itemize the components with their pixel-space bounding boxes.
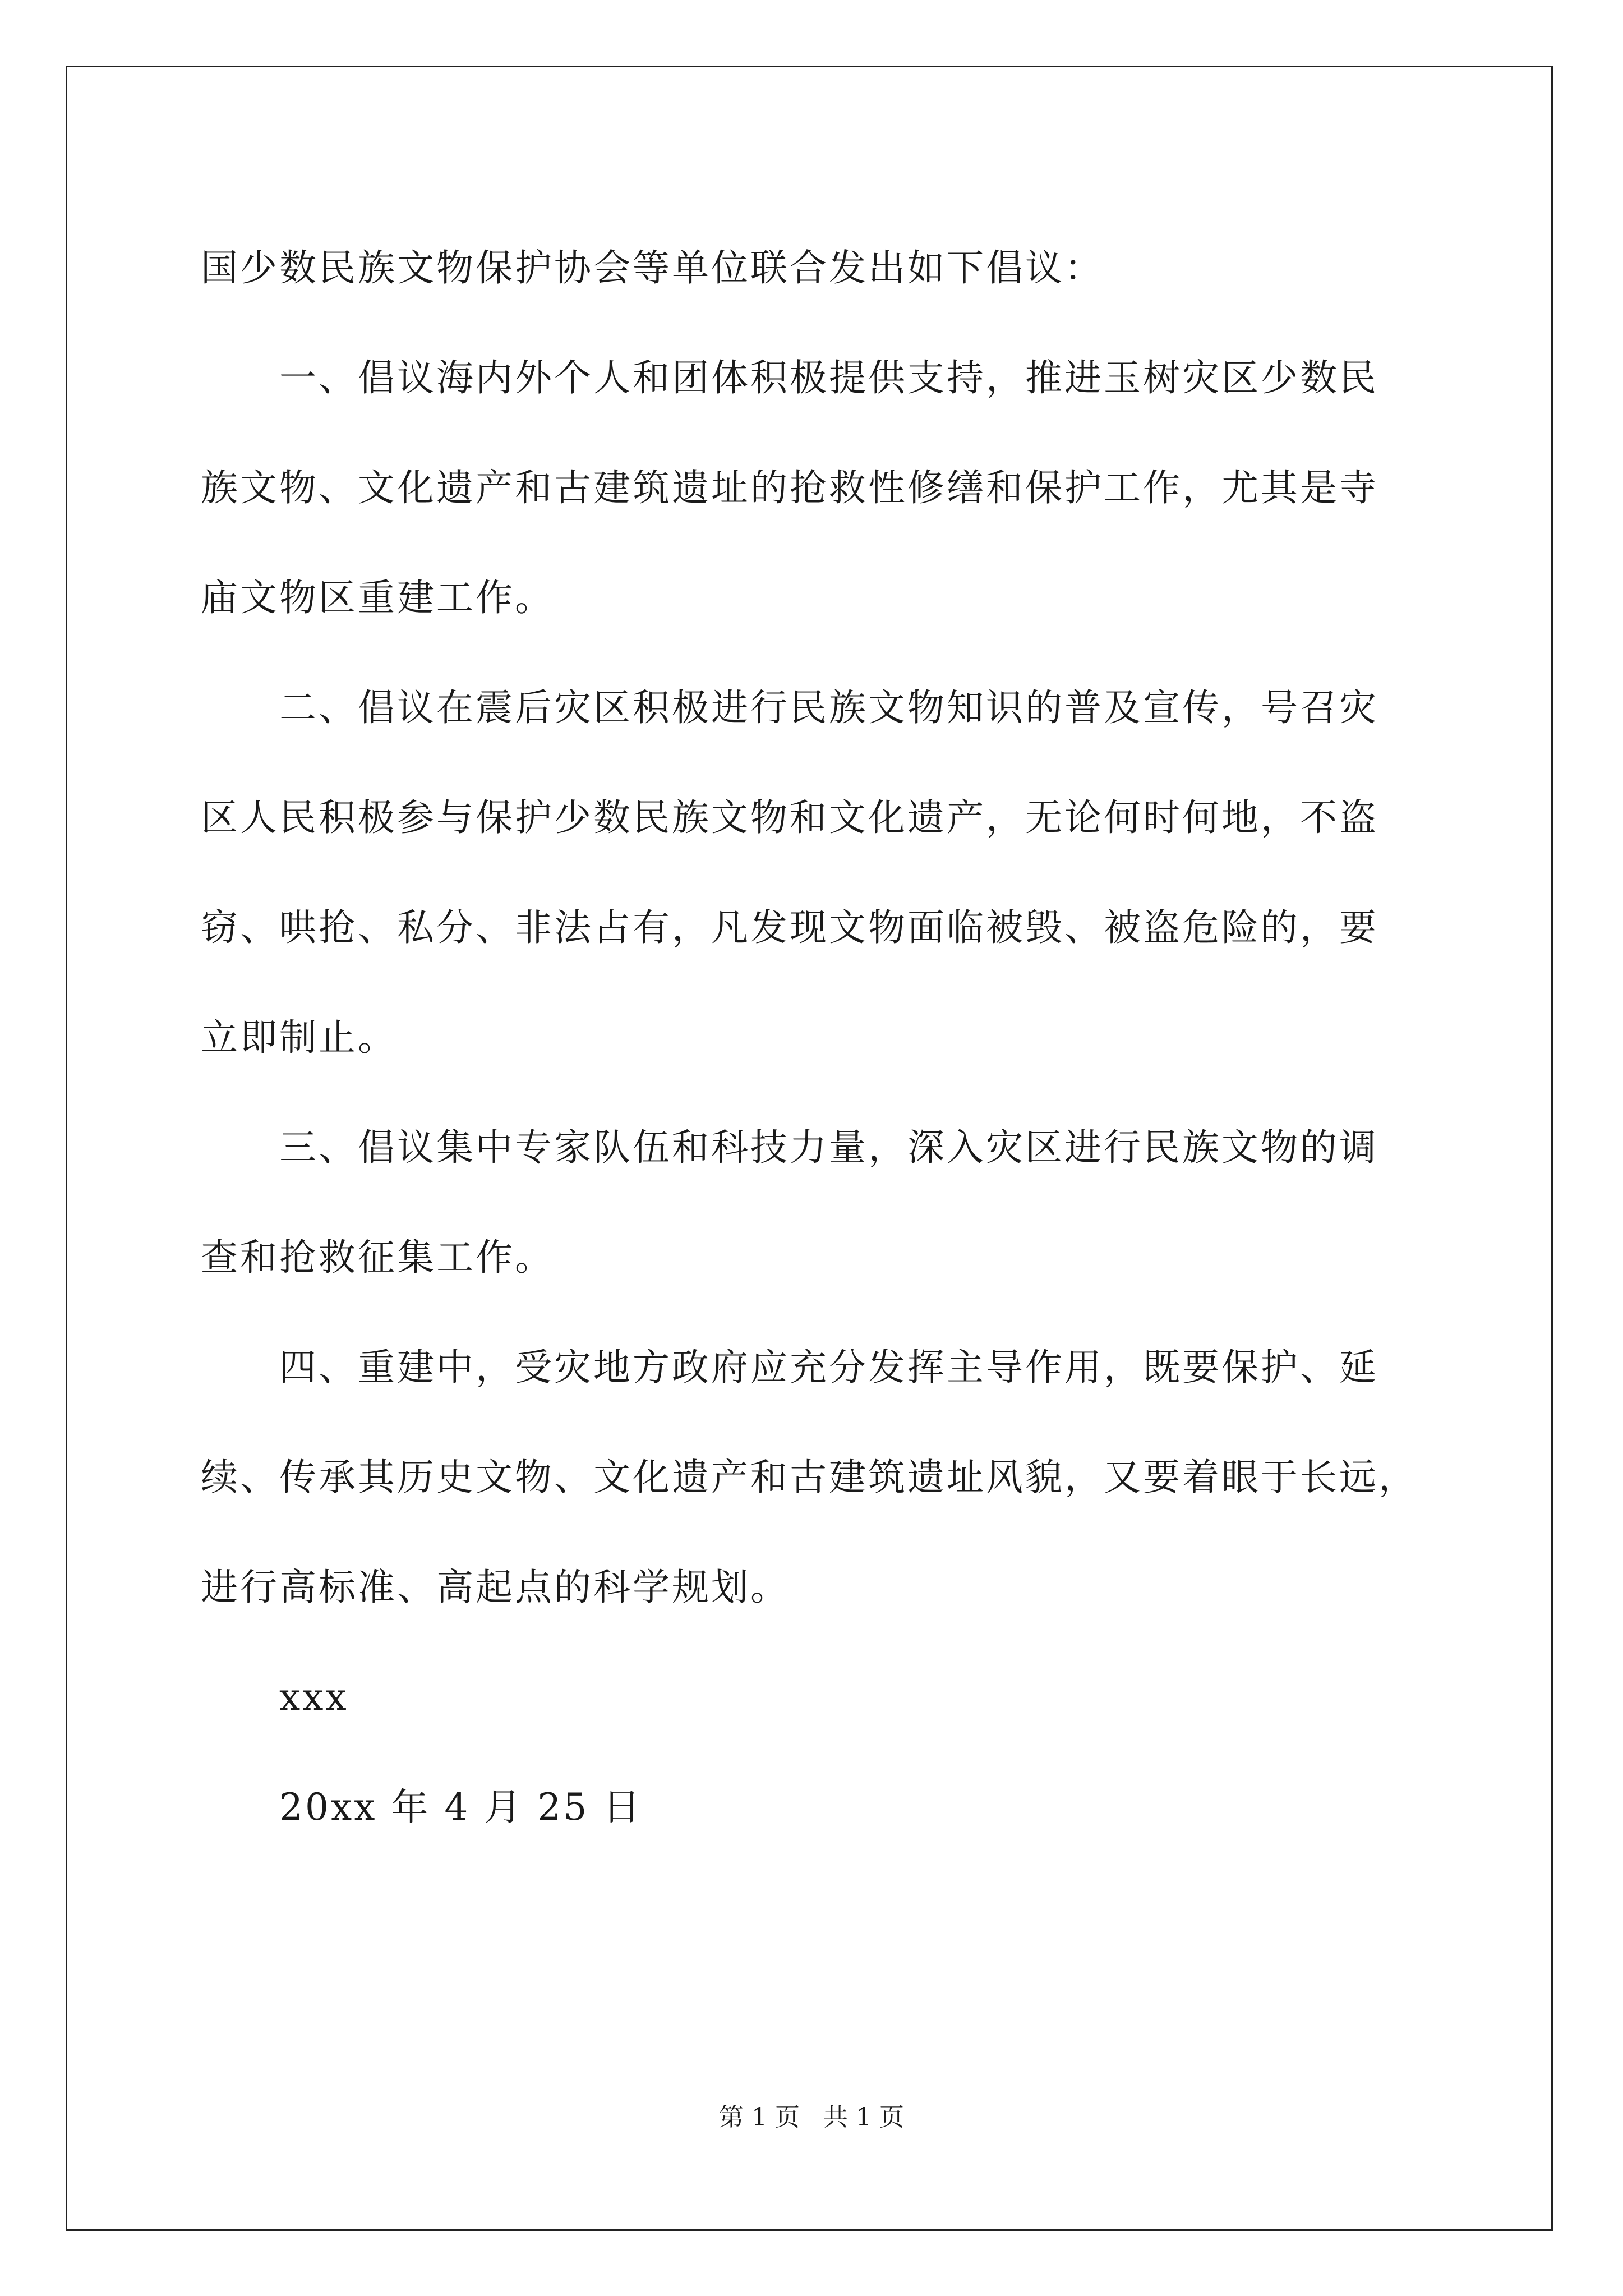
text-line-6: 区人民积极参与保护少数民族文物和文化遗产，无论何时何地，不盗 [201,796,1378,839]
text-line-12: 续、传承其历史文物、文化遗产和古建筑遗址风貌，又要着眼于长远， [201,1456,1418,1499]
text-line-8: 立即制止。 [201,1016,397,1059]
document-body [201,213,1423,1862]
text-line-13: 进行高标准、高起点的科学规划。 [201,1566,790,1609]
text-line-5: 二、倡议在震后灾区积极进行民族文物知识的普及宣传，号召灾 [279,686,1378,729]
text-line-1: 国少数民族文物保护协会等单位联合发出如下倡议： [201,246,1104,289]
text-line-11: 四、重建中，受灾地方政府应充分发挥主导作用，既要保护、延 [279,1346,1378,1389]
text-line-7: 窃、哄抢、私分、非法占有，凡发现文物面临被毁、被盗危险的，要 [201,906,1378,949]
text-line-4: 庙文物区重建工作。 [201,576,554,619]
text-line-2: 一、倡议海内外个人和团体积极提供支持，推进玉树灾区少数民 [279,356,1378,399]
text-line-10: 查和抢救征集工作。 [201,1236,554,1279]
date: 20xx 年 4 月 25 日 [279,1786,643,1829]
text-line-3: 族文物、文化遗产和古建筑遗址的抢救性修缮和保护工作，尤其是寺 [201,466,1378,509]
page-number-footer: 第 1 页 共 1 页 [719,2103,904,2132]
signature: xxx [279,1676,349,1719]
text-line-9: 三、倡议集中专家队伍和科技力量，深入灾区进行民族文物的调 [279,1126,1378,1169]
